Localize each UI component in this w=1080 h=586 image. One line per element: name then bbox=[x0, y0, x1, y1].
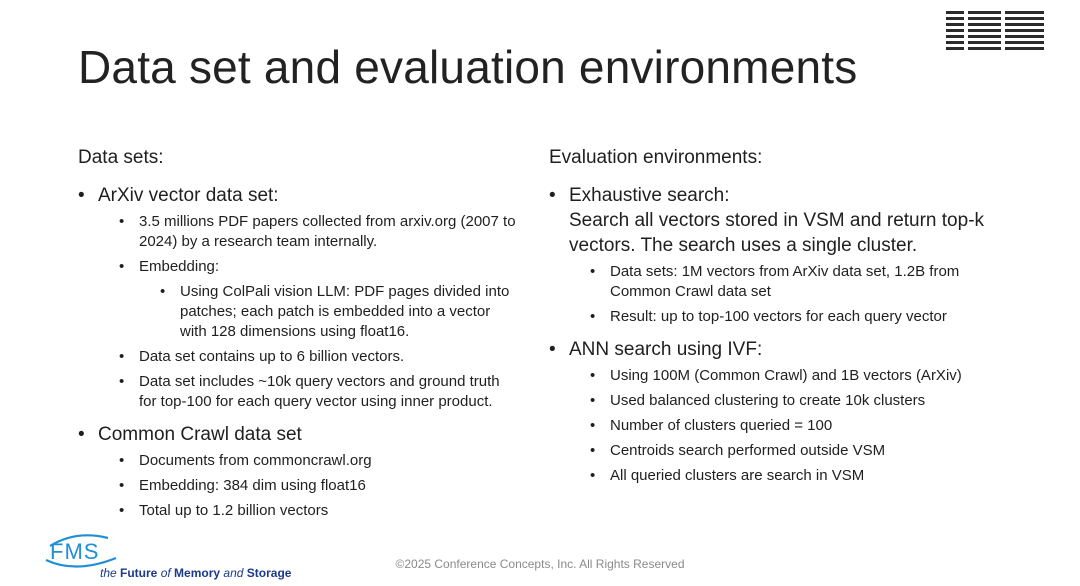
exhaustive-description: Search all vectors stored in VSM and return top-k vectors. The search uses a single cluster. bbox=[569, 210, 985, 256]
crawl-item-embedding: • Embedding: 384 dim using float16 bbox=[78, 476, 518, 496]
ibm-logo bbox=[946, 10, 1044, 52]
data-sets-column bbox=[78, 146, 518, 526]
ann-item-clusters-queried: • Number of clusters queried = 100 bbox=[549, 416, 1019, 436]
exhaustive-heading bbox=[549, 183, 1019, 258]
arxiv-item-colpali: • Using ColPali vision LLM: PDF pages divided into patches; each patch is embedded into a vector with 128 dimensions using float16. bbox=[78, 282, 518, 342]
evaluation-list bbox=[549, 183, 1019, 486]
exhaustive-label: • Exhaustive search: bbox=[569, 185, 730, 206]
ann-item-vectors: • Using 100M (Common Crawl) and 1B vectors (ArXiv) bbox=[549, 366, 1019, 386]
evaluation-column bbox=[549, 146, 1019, 491]
evaluation-heading: Evaluation environments: bbox=[549, 147, 763, 168]
data-sets-heading: Data sets: bbox=[78, 147, 164, 168]
arxiv-item-papers: • 3.5 millions PDF papers collected from arxiv.org (2007 to 2024) by a research team internally. bbox=[78, 212, 518, 252]
exhaustive-item-datasets: • Data sets: 1M vectors from ArXiv data set, 1.2B from Common Crawl data set bbox=[549, 262, 1019, 302]
ann-item-clustering: • Used balanced clustering to create 10k clusters bbox=[549, 391, 1019, 411]
data-sets-list bbox=[78, 183, 518, 521]
ann-heading: • ANN search using IVF: bbox=[549, 337, 1019, 362]
crawl-item-total: • Total up to 1.2 billion vectors bbox=[78, 501, 518, 521]
fms-logo bbox=[46, 530, 292, 582]
common-crawl-heading: • Common Crawl data set bbox=[78, 422, 518, 447]
ann-item-queried-clusters: • All queried clusters are search in VSM bbox=[549, 466, 1019, 486]
crawl-item-documents: • Documents from commoncrawl.org bbox=[78, 451, 518, 471]
copyright-footer: ©2025 Conference Concepts, Inc. All Rights Reserved bbox=[395, 557, 685, 571]
exhaustive-item-result: • Result: up to top-100 vectors for each query vector bbox=[549, 307, 1019, 327]
slide-title: Data set and evaluation environments bbox=[78, 41, 858, 93]
svg-text:FMS: FMS bbox=[50, 539, 100, 564]
arxiv-item-embedding: • Embedding: bbox=[78, 257, 518, 277]
arxiv-item-size: • Data set contains up to 6 billion vectors. bbox=[78, 347, 518, 367]
ann-item-centroids: • Centroids search performed outside VSM bbox=[549, 441, 1019, 461]
svg-text:the Future of Memory and Stora: the Future of Memory and Storage bbox=[100, 566, 292, 580]
arxiv-heading: • ArXiv vector data set: bbox=[78, 183, 518, 208]
arxiv-item-queries: • Data set includes ~10k query vectors and ground truth for top-100 for each query vector using inner product. bbox=[78, 372, 518, 412]
